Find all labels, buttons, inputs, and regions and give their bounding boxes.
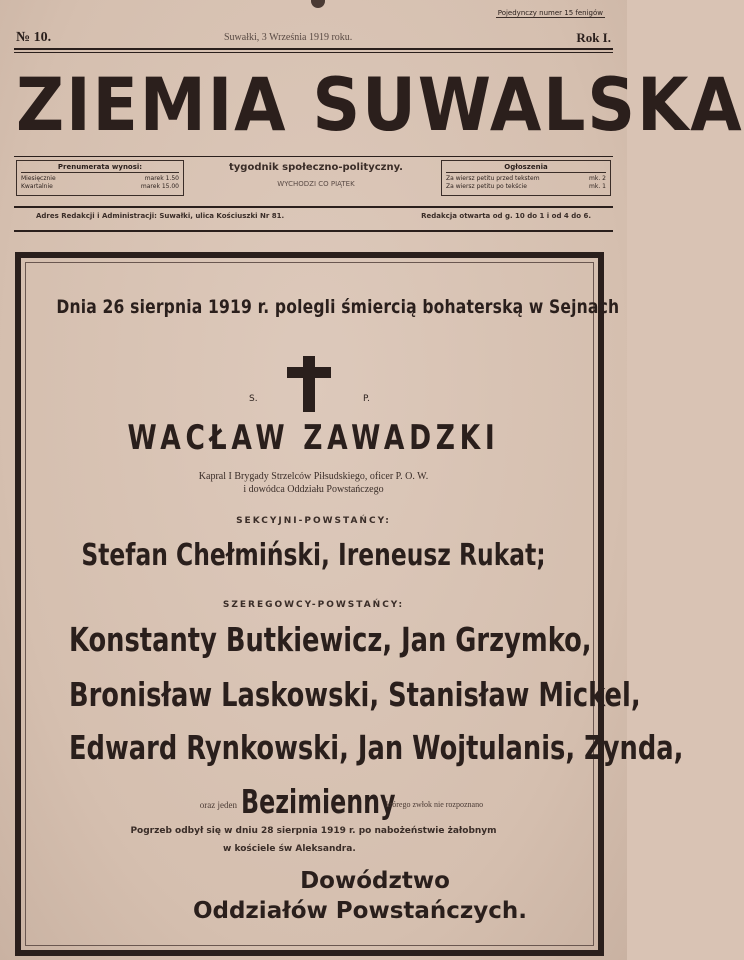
rule-top-thin (14, 52, 613, 53)
ads-box (441, 160, 611, 196)
ads-title: Ogłoszenia (446, 163, 606, 173)
unknown-soldier-row (0, 782, 627, 822)
main-description-line1: Kapral I Brygady Strzelców Piłsudskiego, oficer P. O. W. (198, 471, 429, 482)
issue-number: № 10. (16, 30, 52, 45)
subscription-label: Miesięcznie (21, 175, 56, 182)
year-label: Rok I. (576, 30, 611, 45)
section-label-sekcyjni: SEKCYJNI-POWSTAŃCY: (236, 516, 391, 526)
rule-sub (14, 206, 613, 208)
obituary-headline: Dnia 26 sierpnia 1919 r. polegli śmiercią bohaterską w Sejnach (56, 296, 620, 318)
office-hours: Redakcja otwarta od g. 10 do 1 i od 4 do 6. (421, 212, 591, 220)
ads-line (446, 175, 606, 183)
ads-value: mk. 1 (589, 183, 606, 190)
rule-addr (14, 230, 613, 232)
main-name: WACŁAW ZAWADZKI (127, 418, 500, 458)
rule-mast (14, 156, 613, 157)
names-line-3: Edward Rynkowski, Jan Wojtulanis, Zynda, (68, 728, 684, 767)
subscription-value: marek 1.50 (144, 175, 179, 182)
address-row (36, 212, 591, 226)
subscription-box (16, 160, 184, 196)
subtitle-frequency: WYCHODZI CO PIĄTEK (277, 180, 355, 188)
subscription-value: marek 15.00 (140, 183, 179, 190)
subscription-label: Kwartalnie (21, 183, 53, 190)
main-description-line2: i dowódca Oddziału Powstańczego (243, 484, 384, 495)
subscription-title: Prenumerata wynosi: (21, 163, 179, 173)
price-note: Pojedynczy numer 15 fenigów (497, 9, 603, 17)
names-line-1: Konstanty Butkiewicz, Jan Grzymko, (68, 620, 592, 659)
subtitle: tygodnik społeczno-polityczny. (229, 162, 403, 173)
section-label-szeregowcy: SZEREGOWCY-POWSTAŃCY: (222, 600, 405, 610)
issue-row (16, 30, 611, 46)
section-names-sekcyjni: Stefan Chełmiński, Ireneusz Rukat; (81, 538, 546, 573)
ads-label: Za wiersz petitu po tekście (446, 183, 527, 190)
ads-label: Za wiersz petitu przed tekstem (446, 175, 540, 182)
funeral-line-2: w kościele św Aleksandra. (223, 844, 356, 854)
subscription-line (21, 183, 179, 191)
subheader (16, 160, 611, 202)
unknown-pre: oraz jeden (199, 800, 237, 810)
issue-date: Suwałki, 3 Września 1919 roku. (224, 32, 353, 43)
funeral-line-1: Pogrzeb odbył się w dniu 28 sierpnia 1919 r. po nabożeństwie żałobnym (130, 826, 497, 836)
sp-left: S. (249, 394, 258, 404)
masthead-title: ZIEMIA SUWALSKA (16, 63, 744, 148)
subscription-line (21, 175, 179, 183)
signature-line-1: Dowództwo (300, 868, 450, 894)
rule-top (14, 48, 613, 50)
unknown-name: Bezimienny (241, 782, 396, 821)
ads-line (446, 183, 606, 191)
sp-right: P. (363, 394, 370, 404)
ads-value: mk. 2 (589, 175, 606, 182)
unknown-post: którego zwłok nie rozpoznano (386, 800, 484, 809)
editorial-address: Adres Redakcji i Administracji: Suwałki, ulica Kościuszki Nr 81. (36, 212, 285, 220)
names-line-2: Bronisław Laskowski, Stanisław Mickel, (68, 675, 641, 714)
signature-line-2: Oddziałów Powstańczych. (192, 898, 528, 924)
